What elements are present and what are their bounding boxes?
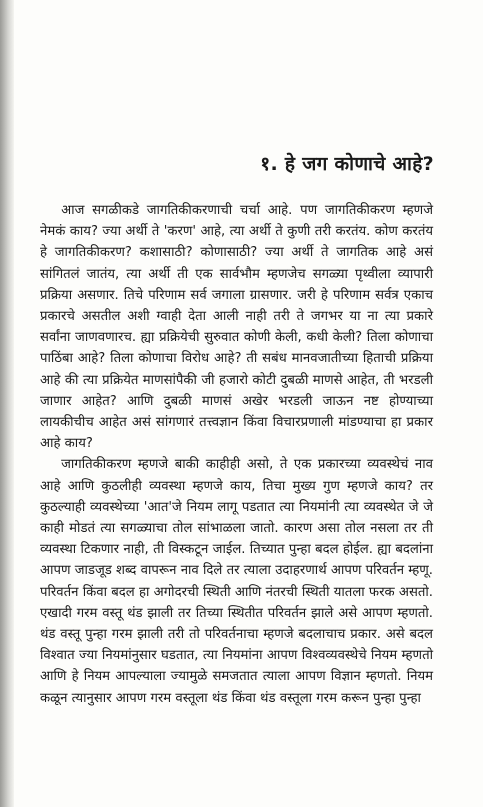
chapter-body	[40, 200, 433, 709]
paragraph-1: आज सगळीकडे जागतिकीकरणाची चर्चा आहे. पण जागतिकीकरण म्हणजे नेमकं काय? ज्या अर्थी ते 'करण' आहे, त्या अर्थी ते कुणी तरी करतंय. कोण करतंय हे जागतिकीकरण? कशासाठी? कोणासाठी? ज्या अर्थी ते जागतिक आहे असं सांगितलं जातंय, त्या अर्थी ती एक सार्वभौम म्हणजेच सगळ्या पृथ्वीला व्यापारी प्रक्रिया असणार. तिचे परिणाम सर्व जगाला ग्रासणार. जरी हे परिणाम सर्वत्र एकाच प्रकारचे असतील अशी ग्वाही देता आली नाही तरी ते जगभर या ना त्या प्रकारे सर्वांना जाणवणारच. ह्या प्रक्रियेची सुरुवात कोणी केली, कधी केली? तिला कोणाचा पाठिंबा आहे? तिला कोणाचा विरोध आहे? ती सबंध मानवजातीच्या हिताची प्रक्रिया आहे की त्या प्रक्रियेत माणसांपैकी जी हजारो कोटी दुबळी माणसे आहेत, ती भरडली जाणार आहेत? आणि दुबळी माणसं अखेर भरडली जाऊन नष्ट होण्याच्या लायकीचीच आहेत असं सांगणारं तत्त्वज्ञान किंवा विचारप्रणाली मांडण्याचा हा प्रकार आहे काय?	[40, 203, 433, 452]
chapter-title: १. हे जग कोणाचे आहे?	[260, 153, 434, 175]
book-page	[40, 0, 440, 807]
paragraph-2: जागतिकीकरण म्हणजे बाकी काहीही असो, ते एक प्रकारच्या व्यवस्थेचं नाव आहे आणि कुठलीही व्यवस्था म्हणजे काय, तिचा मुख्य गुण म्हणजे काय? तर कुठल्याही व्यवस्थेच्या 'आत'जे नियम लागू पडतात त्या नियमांनी त्या व्यवस्थेत जे जे काही मोडतं त्या सगळ्याचा तोल सांभाळला जातो. कारण असा तोल नसला तर ती व्यवस्था टिकणार नाही, ती विस्कटून जाईल. तिच्यात पुन्हा बदल होईल. ह्या बदलांना आपण जाडजूड शब्द वापरून नाव दिले तर त्याला उदाहरणार्थ आपण परिवर्तन म्हणू. परिवर्तन किंवा बदल हा अगोदरची स्थिती आणि नंतरची स्थिती यातला फरक असतो. एखादी गरम वस्तू थंड झाली तर तिच्या स्थितीत परिवर्तन झाले असे आपण म्हणतो. थंड वस्तू पुन्हा गरम झाली तरी तो परिवर्तनाचा म्हणजे बदलाचाच प्रकार. असे बदल विश्वात ज्या नियमांनुसार घडतात, त्या नियमांना आपण विश्वव्यवस्थेचे नियम म्हणतो आणि हे नियम आपल्याला ज्यामुळे समजतात त्याला आपण विज्ञान म्हणतो. नियम कळून त्यानुसार आपण गरम वस्तूला थंड किंवा थंड वस्तूला गरम करून पुन्हा पुन्हा	[40, 457, 433, 706]
book-gutter-shadow	[0, 0, 14, 807]
